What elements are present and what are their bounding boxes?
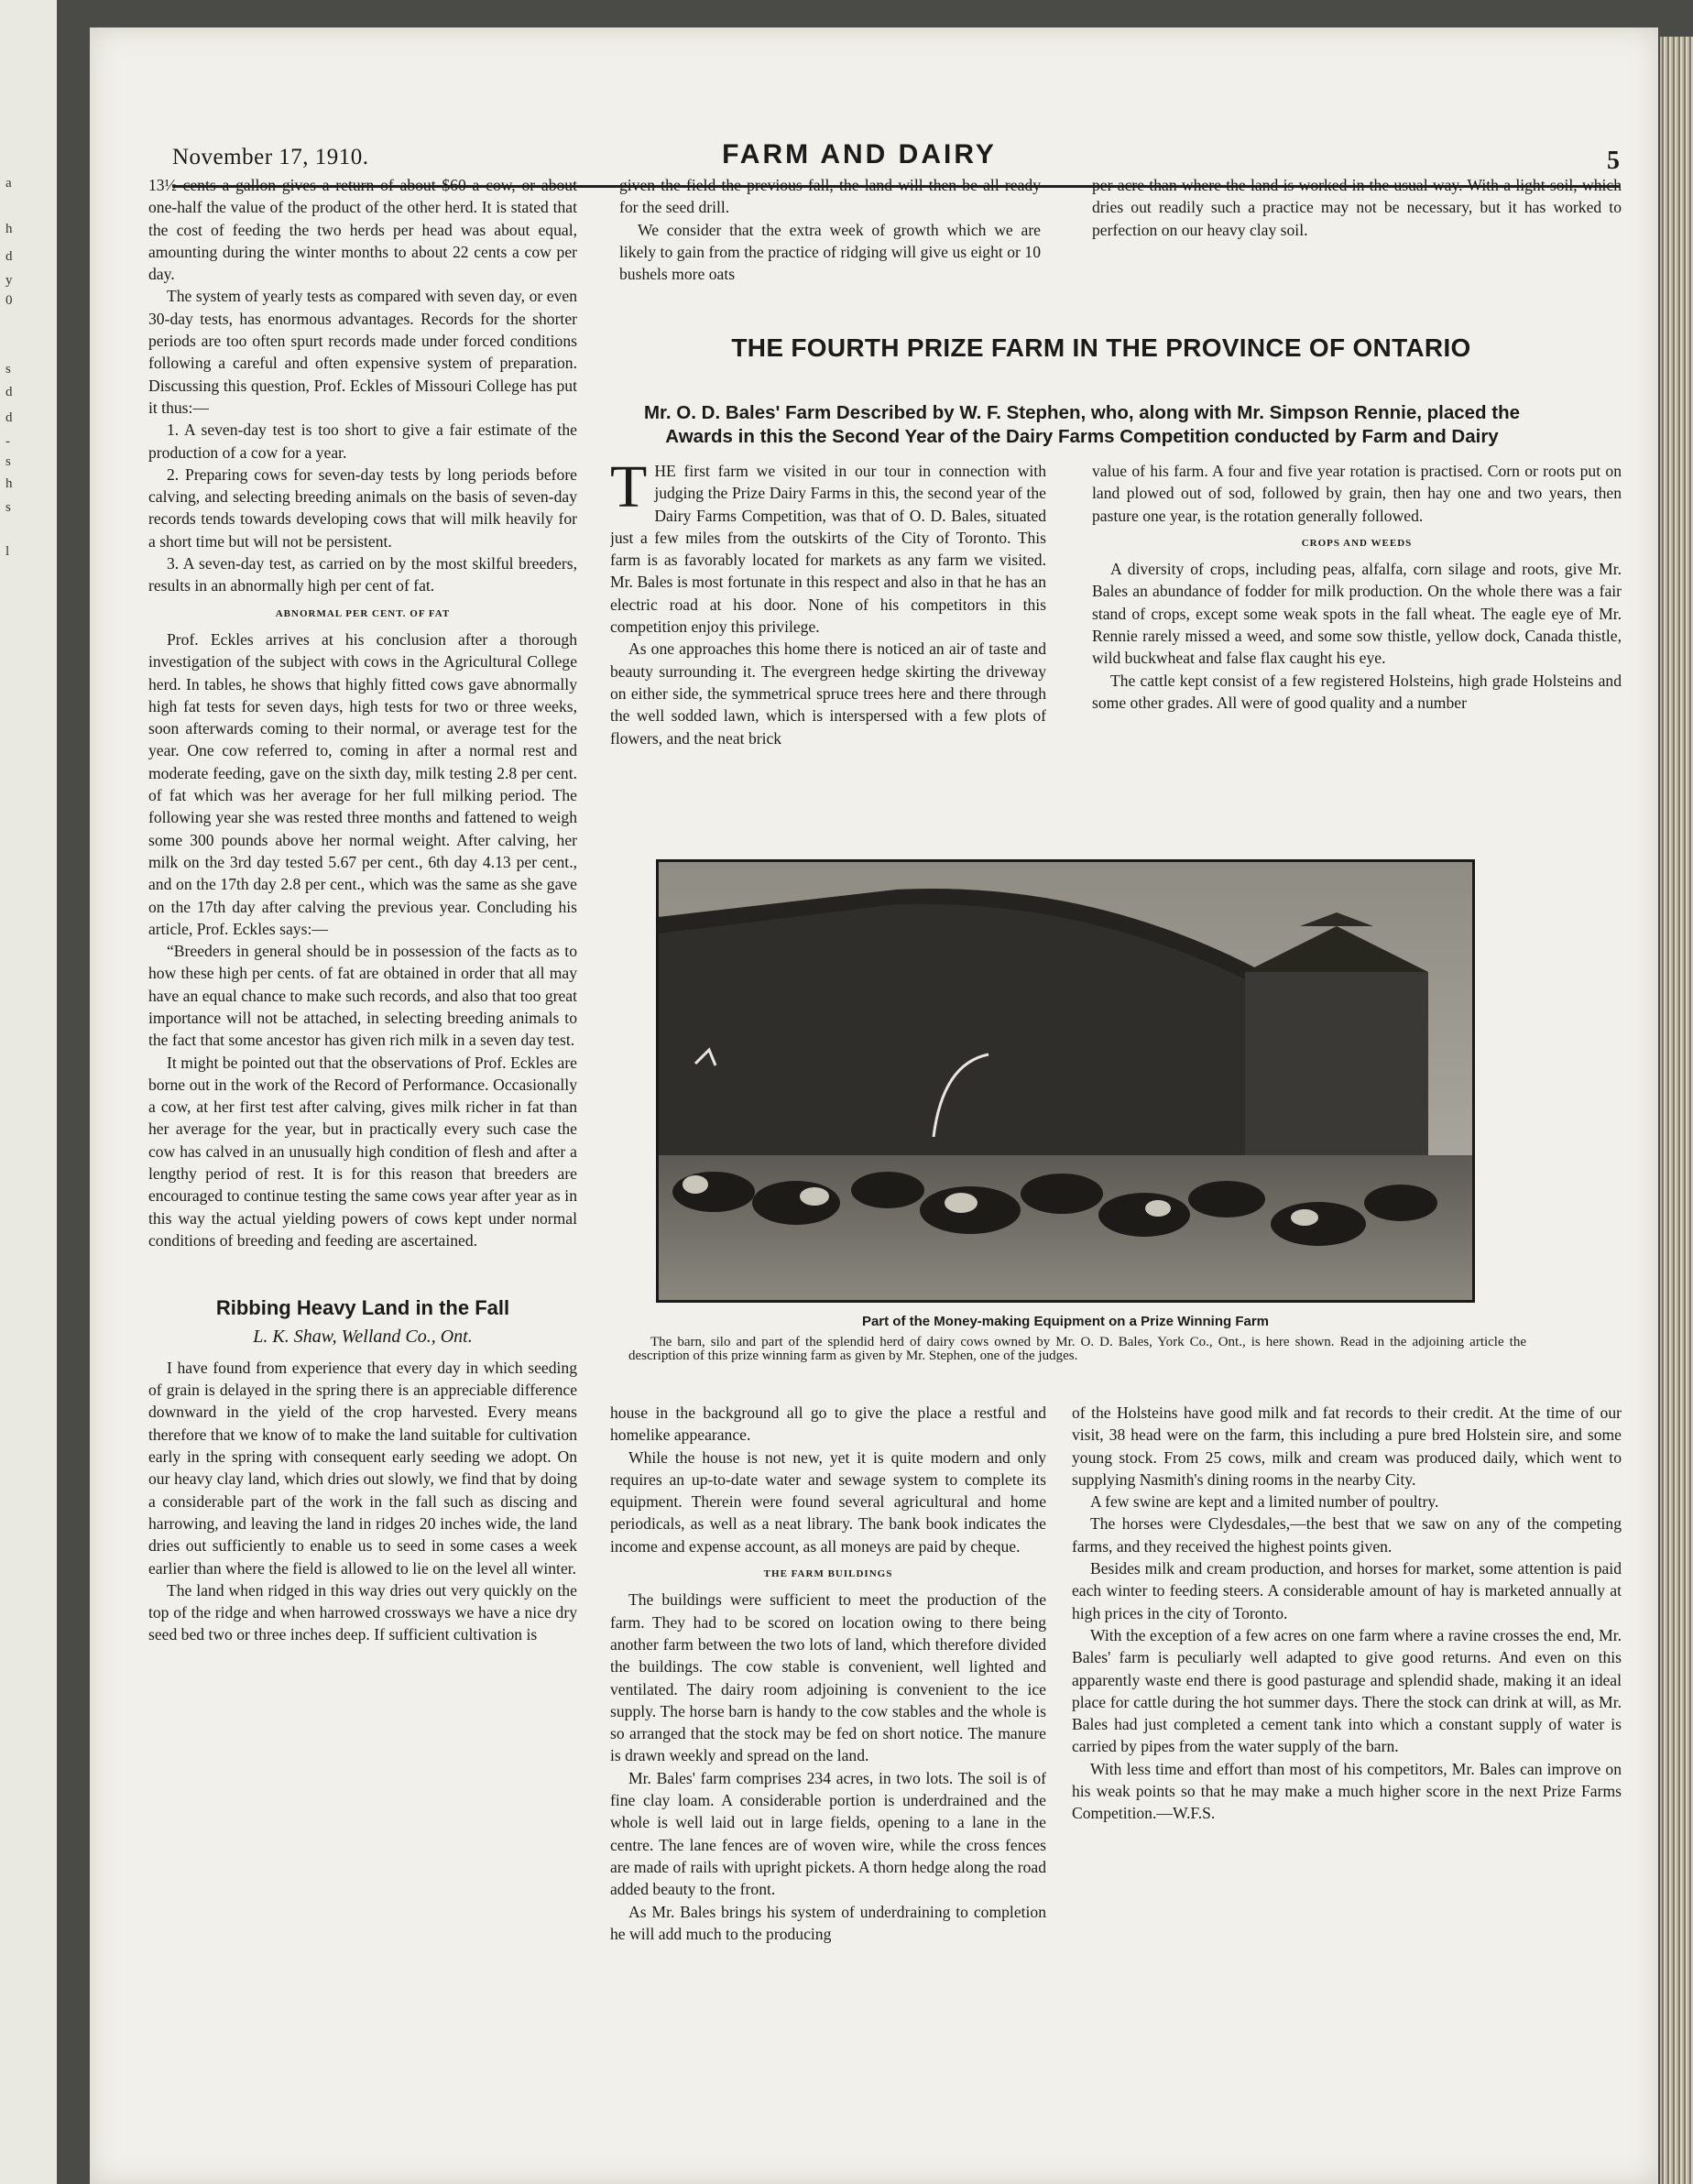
article-column-2 bbox=[610, 460, 1046, 857]
barn-and-herd-image bbox=[659, 862, 1472, 1300]
paragraph: The land when ridged in this way dries out very quickly on the top of the ridge and when harrowed crossways we have a nice dry seed bed two or three inches deep. If sufficient cultivation is bbox=[148, 1580, 577, 1644]
column-1 bbox=[148, 174, 577, 2080]
article-title: THE FOURTH PRIZE FARM IN THE PROVINCE OF ONTARIO bbox=[731, 333, 1471, 362]
paragraph: “Breeders in general should be in possession of the facts as to how these high per cents. of fat are obtained in order that all may have an equal chance to make such records, and also that too great importance will not be attached, in selecting breeding animals to the fact that some ancestor has given rich milk in a seven day test. bbox=[148, 942, 577, 1050]
paragraph: per acre than where the land is worked in the usual way. With a light soil, which dries out readily such a practice may not be necessary, but it has worked to perfection on our heavy clay soil. bbox=[1092, 176, 1622, 239]
margin-fragment: a bbox=[5, 176, 12, 191]
margin-fragment: l bbox=[5, 544, 10, 559]
drop-cap: T bbox=[610, 460, 648, 520]
margin-fragment: 0 bbox=[5, 293, 13, 308]
paragraph: As Mr. Bales brings his system of underdraining to completion he will add much to the producing bbox=[610, 1902, 1046, 1943]
page-stack-edge bbox=[1660, 37, 1693, 2184]
margin-fragment: y bbox=[5, 273, 13, 288]
paragraph: value of his farm. A four and five year rotation is practised. Corn or roots put on land plowed out of sod, followed by grain, then hay one and two years, then pasture one year, is the rotation generally followed. bbox=[1092, 462, 1622, 525]
farm-photo bbox=[656, 859, 1475, 1303]
newspaper-page bbox=[90, 27, 1658, 2184]
article-column-3-lower bbox=[1072, 1402, 1622, 2098]
paragraph: 1. A seven-day test is too short to give a fair estimate of the production of a cow for a year. bbox=[148, 420, 577, 462]
paragraph: 3. A seven-day test, as carried on by the most skilful breeders, results in an abnormally high per cent of fat. bbox=[148, 554, 577, 595]
section-subhead: CROPS AND WEEDS bbox=[1301, 537, 1413, 549]
paragraph: The horses were Clydesdales,—the best that we saw on any of the competing farms, and they received the highest points given. bbox=[1072, 1514, 1622, 1556]
paragraph: house in the background all go to give the place a restful and homelike appearance. bbox=[610, 1403, 1046, 1445]
paragraph: Mr. Bales' farm comprises 234 acres, in two lots. The soil is of fine clay loam. A considerable portion is underdrained and the whole is well laid out in large fields, opening to a lane in the centre. The lane fences are of woven wire, while the cross fences are made of rails with upright pickets. A thorn hedge along the road added beauty to the front. bbox=[610, 1768, 1046, 1899]
paragraph: 13½ cents a gallon gives a return of about $60 a cow, or about one-half the value of the product of the other herd. It is stated that the cost of feeding the two herds per head was about equal, amounting during the winter months to about 22 cents a cow per day. bbox=[148, 176, 577, 284]
article-column-2-lower bbox=[610, 1402, 1046, 2098]
margin-fragment: d bbox=[5, 385, 13, 399]
column-3-top bbox=[1092, 174, 1622, 302]
paragraph: A few swine are kept and a limited number of poultry. bbox=[1090, 1492, 1439, 1512]
margin-fragment: d bbox=[5, 249, 13, 264]
column-2-top bbox=[619, 174, 1041, 302]
article-heading: Ribbing Heavy Land in the Fall bbox=[215, 1296, 510, 1320]
paragraph: 2. Preparing cows for seven-day tests by long periods before calving, and selecting breeding animals on the basis of seven-day records tends towards developing cows that will milk heavily for a short time but will not be persistent. bbox=[148, 464, 577, 551]
margin-fragment: s bbox=[5, 362, 11, 377]
page-number: 5 bbox=[1607, 147, 1620, 175]
paragraph: given the field the previous fall, the land will then be all ready for the seed drill. bbox=[619, 176, 1041, 217]
paragraph: HE first farm we visited in our tour in connection with judging the Prize Dairy Farms in this, the second year of the Dairy Farms Competition, was that of O. D. Bales, situated just a few miles from the outskirts of the City of Toronto. This farm is as favorably located for markets as any farm we visited. Mr. Bales is most fortunate in this respect and also in that he has an electric road at his door. None of his competitors in this competition enjoy this privilege. bbox=[610, 462, 1046, 637]
margin-fragment: h bbox=[5, 222, 13, 236]
photo-caption-title: Part of the Money-making Equipment on a Prize Winning Farm bbox=[861, 1314, 1270, 1329]
paragraph: As one approaches this home there is noticed an air of taste and beauty surrounding it. The evergreen hedge skirting the driveway on either side, the symmetrical spruce trees here and there through the well sodded lawn, which is interspersed with a few plots of flowers, and the neat brick bbox=[610, 639, 1046, 748]
margin-fragment: d bbox=[5, 410, 13, 425]
paragraph: Besides milk and cream production, and horses for market, some attention is paid each winter to feeding steers. A considerable amount of hay is marketed annually at high prices in the city of Toronto. bbox=[1072, 1559, 1622, 1622]
margin-fragment: s bbox=[5, 500, 11, 515]
paragraph: The cattle kept consist of a few registered Holsteins, high grade Holsteins and some other grades. All were of good quality and a number bbox=[1092, 671, 1622, 712]
paragraph: Prof. Eckles arrives at his conclusion after a thorough investigation of the subject with cows in the Agricultural College herd. In tables, he shows that highly fitted cows gave abnormally high fat tests for seven days, high tests for two or three weeks, soon afterwards coming to their normal, or average test for the year. One cow referred to, coming in after a normal rest and moderate feeding, gave on the sixth day, milk testing 2.8 per cent. of fat which was her average for her full milking period. The following year she was rested three months and fattened to weigh some 300 pounds above her normal weight. After calving, her milk on the 3rd day tested 5.67 per cent., 6th day 4.13 per cent., and on the 17th day 2.8 per cent., which was the same as she gave on the 17th day after calving the previous year. Concluding his article, Prof. Eckles says:— bbox=[148, 629, 577, 938]
article-byline: L. K. Shaw, Welland Co., Ont. bbox=[253, 1326, 473, 1347]
section-subhead: ABNORMAL PER CENT. OF FAT bbox=[275, 607, 451, 619]
masthead-title: FARM AND DAIRY bbox=[722, 139, 997, 169]
margin-fragment: - bbox=[5, 434, 10, 449]
article-column-3 bbox=[1092, 460, 1622, 857]
paragraph: The buildings were sufficient to meet the production of the farm. They had to be scored on location owing to there being another farm between the two lots of land, which therefore divided the buildings. The cow stable is convenient, well lighted and ventilated. The dairy room adjoining is convenient to the ice supply. The horse barn is handy to the cow stables and the whole is so arranged that the stock may be fed on short notice. The manure is drawn weekly and spread on the land. bbox=[610, 1590, 1046, 1765]
issue-date: November 17, 1910. bbox=[172, 145, 369, 169]
paragraph: With the exception of a few acres on one farm where a ravine crosses the end, Mr. Bales' farm is peculiarly well adapted to give good returns. And even on this apparently waste end there is good pasturage and splendid shade, making it an ideal place for cattle during the hot summer days. There the stock can drink at will, as Mr. Bales had just completed a cement tank into which a constant supply of water is carried by pipes from the water supply of the barn. bbox=[1072, 1625, 1622, 1756]
section-subhead: THE FARM BUILDINGS bbox=[763, 1568, 893, 1580]
adjacent-page-edge bbox=[0, 0, 57, 2184]
paragraph: The system of yearly tests as compared with seven day, or even 30-day tests, has enormous advantages. Records for the shorter periods are too often spurt records made under forced conditions following a careful and often expensive system of preparation. Discussing this question, Prof. Eckles of Missouri College has put it thus:— bbox=[148, 287, 577, 417]
paragraph: While the house is not new, yet it is quite modern and only requires an up-to-date water and sewage system to complete its equipment. Therein were found several agricultural and home periodicals, as well as a neat library. The bank book indicates the income and expense account, as all moneys are paid by cheque. bbox=[610, 1447, 1046, 1556]
paragraph: It might be pointed out that the observations of Prof. Eckles are borne out in the work of the Record of Performance. Occasionally a cow, at her first test after calving, gives milk richer in fat than her average for the year, but in practically every such case the cow has calved in an unusually high condition of flesh and after a lengthy period of rest. It is for this reason that breeders are encouraged to continue testing the same cows year after year as in this way the actual yielding powers of cows kept under normal conditions of breeding and feeding are ascertained. bbox=[148, 1053, 577, 1250]
article-subtitle: Mr. O. D. Bales' Farm Described by W. F. Stephen, who, along with Mr. Simpson Rennie, placed the Awards in this the Second Year of the Dairy Farms Competition conducted by Farm and Dairy bbox=[643, 402, 1521, 447]
photo-caption-text: The barn, silo and part of the splendid herd of dairy cows owned by Mr. O. D. Bales, York Co., Ont., is here shown. Read in the adjoining article the description of this prize winning farm as given by Mr. Stephen, one of the judges. bbox=[628, 1335, 1526, 1363]
paragraph: With less time and effort than most of his competitors, Mr. Bales can improve on his weak points so that he may make a much higher score in the next Prize Farms Competition.—W.F.S. bbox=[1072, 1759, 1622, 1823]
margin-fragment: h bbox=[5, 476, 13, 491]
paragraph: I have found from experience that every day in which seeding of grain is delayed in the spring there is an appreciable difference downward in the yield of the crop harvested. Every means therefore that we know of to make the land suitable for cultivation early in the spring with consequent early seeding we adopt. On our heavy clay land, which dries out slowly, we find that by doing a considerable part of the work in the fall such as discing and harrowing, and leaving the land in ridges 20 inches wide, the land dries out sufficiently to enable us to seed in some cases a week earlier than where the field is allowed to lie on the level all winter. bbox=[148, 1358, 577, 1578]
paragraph: We consider that the extra week of growth which we are likely to gain from the practice of ridging will give us eight or 10 bushels more oats bbox=[619, 220, 1041, 284]
margin-fragment: s bbox=[5, 454, 11, 469]
paragraph: A diversity of crops, including peas, alfalfa, corn silage and roots, give Mr. Bales an abundance of fodder for milk production. On the whole there was a fair stand of crops, except some weak spots in the fall wheat. The eagle eye of Mr. Rennie rarely missed a weed, and some sow thistle, yellow dock, Canada thistle, wild buckwheat and false flax caught his eye. bbox=[1092, 560, 1622, 668]
paragraph: of the Holsteins have good milk and fat records to their credit. At the time of our visit, 38 head were on the farm, this including a pure bred Holstein sire, and some young stock. From 25 cows, milk and cream was produced daily, which went to supplying Nasmith's dining rooms in the nearby City. bbox=[1072, 1403, 1622, 1489]
